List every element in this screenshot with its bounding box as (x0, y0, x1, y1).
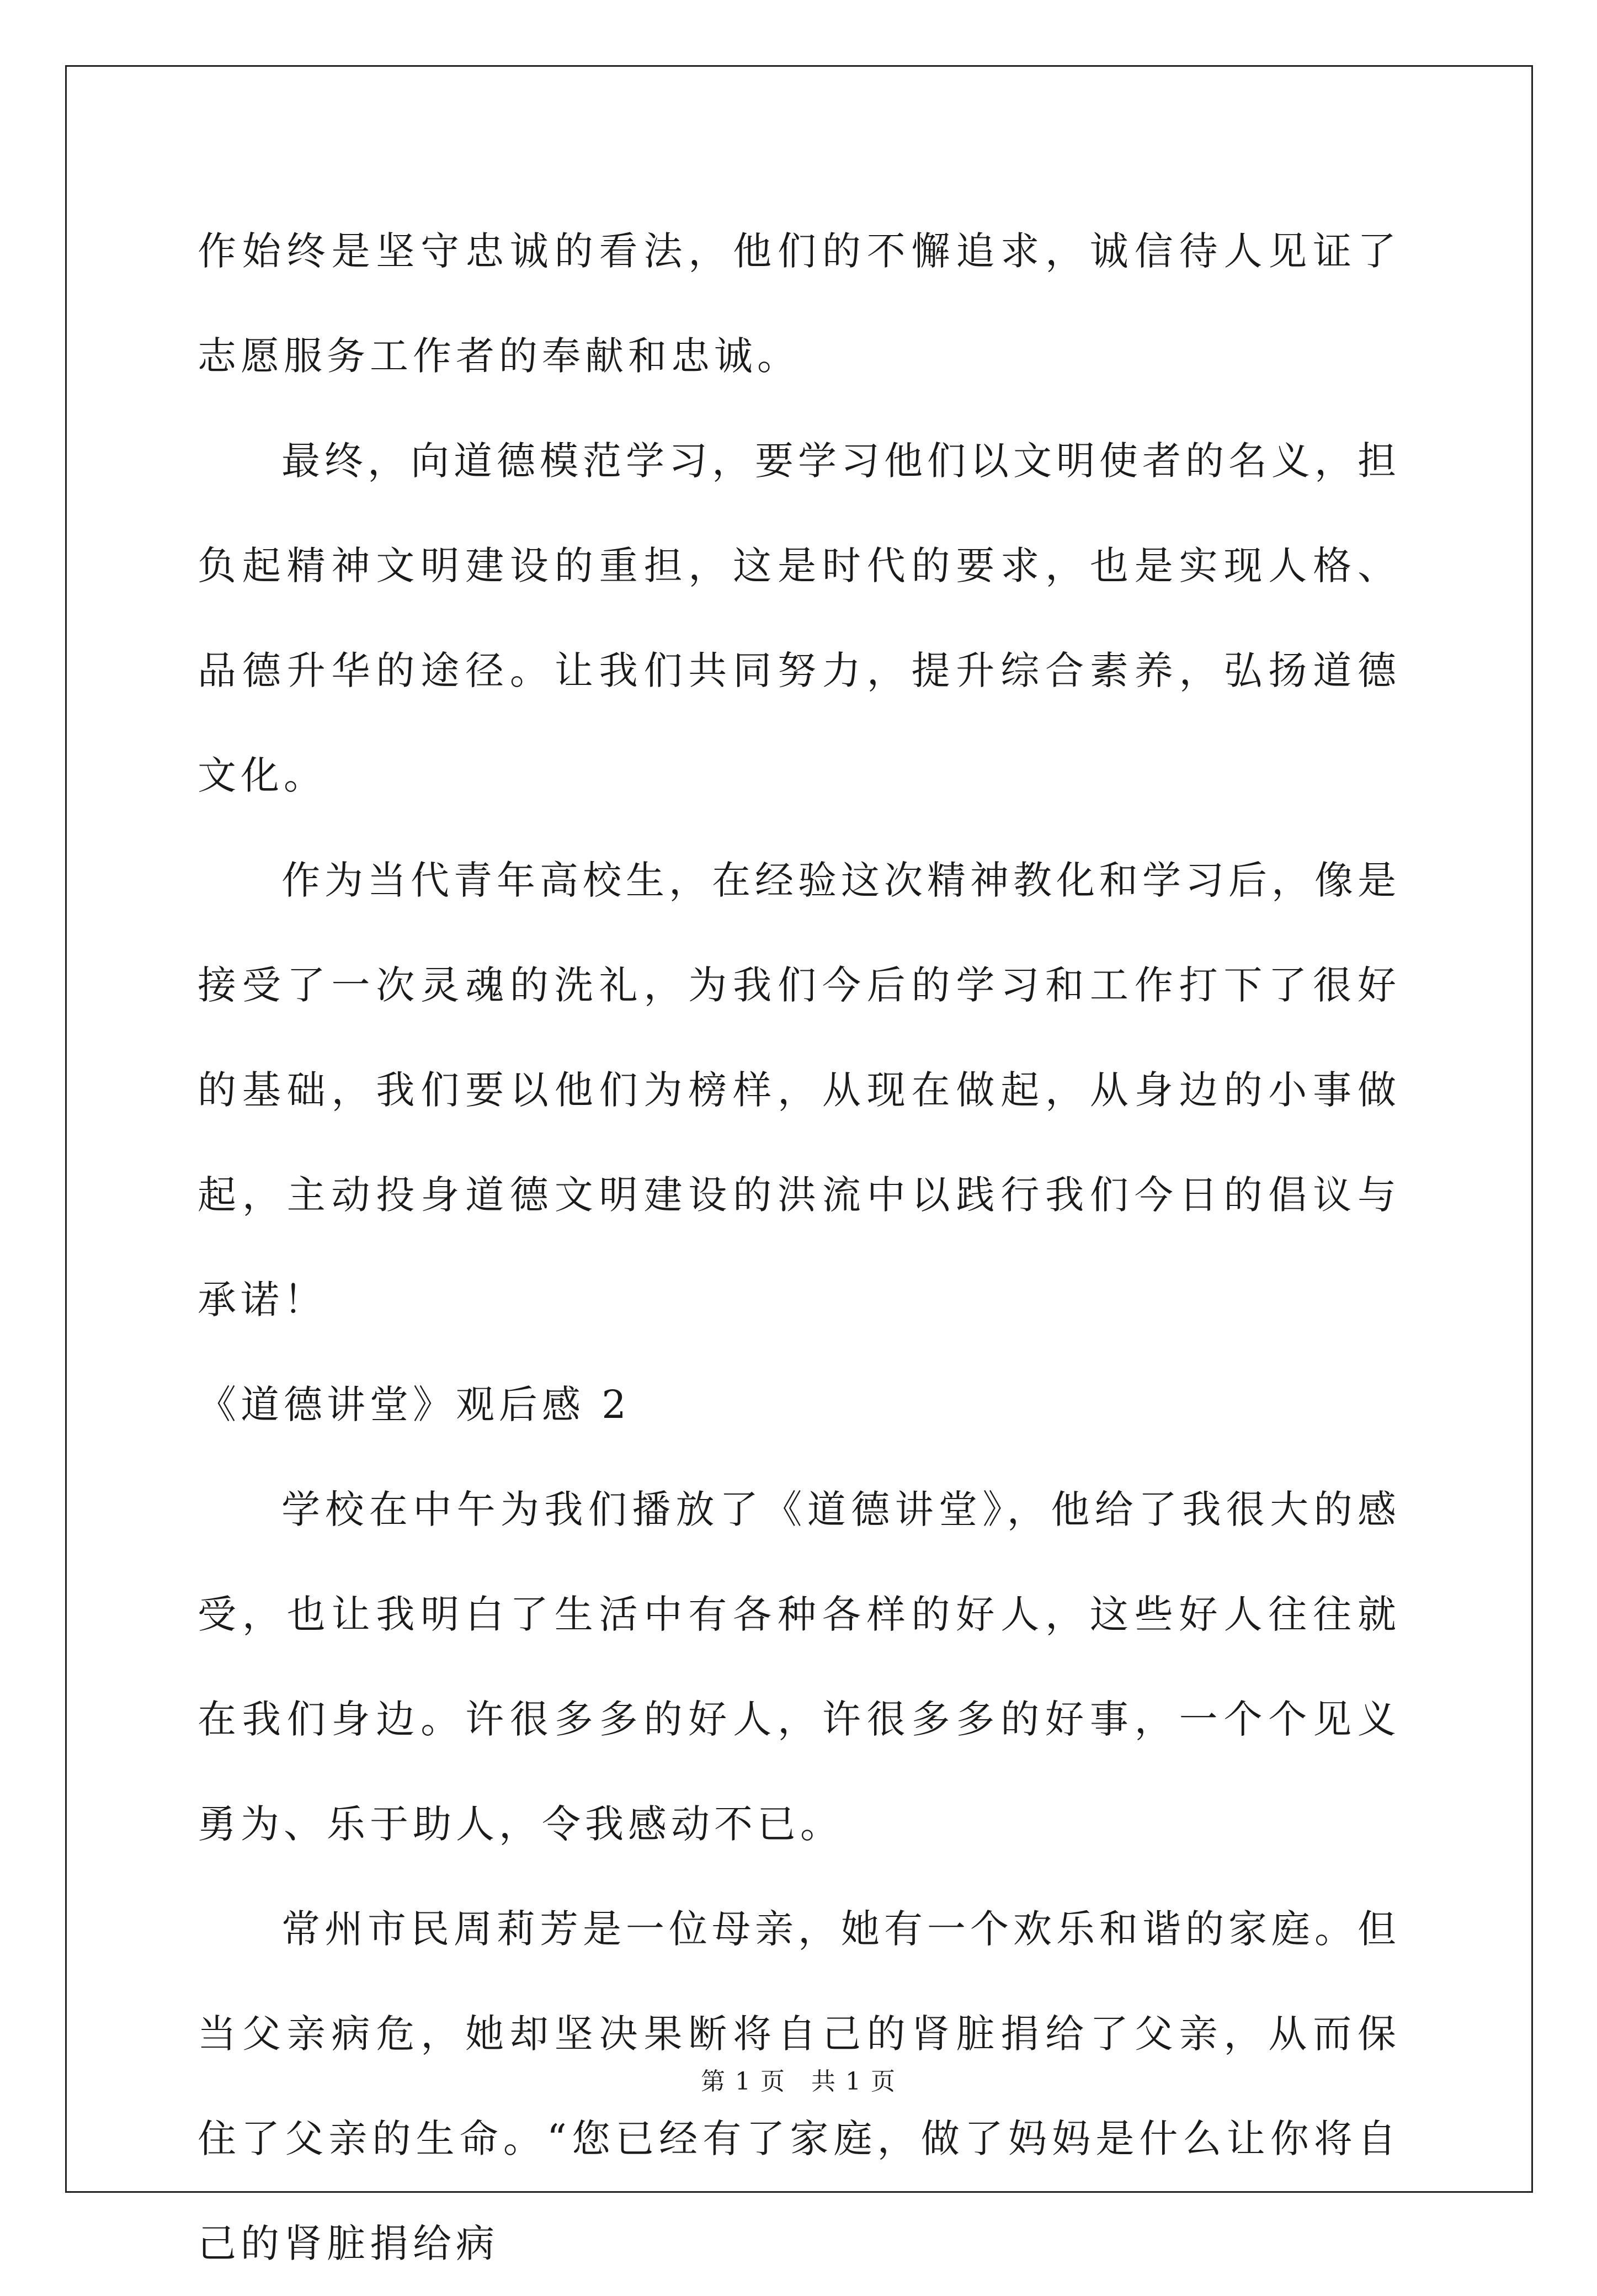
paragraph-1: 作始终是坚守忠诚的看法，他们的不懈追求，诚信待人见证了志愿服务工作者的奉献和忠诚。 (198, 228, 1401, 379)
document-body (198, 199, 1401, 2296)
page-footer: 第 1 页 共 1 页 (701, 2068, 896, 2096)
section-paragraph-1: 学校在中午为我们播放了《道德讲堂》，他给了我很大的感受，也让我明白了生活中有各种各样的好人，这些好人往往就在我们身边。许很多多的好人，许很多多的好事，一个个见义勇为、乐于助人，令我感动不已。 (198, 1487, 1401, 1847)
section-heading: 《道德讲堂》观后感 2 (198, 1382, 631, 1427)
section-paragraph-2: 常州市民周莉芳是一位母亲，她有一个欢乐和谐的家庭。但当父亲病危，她却坚决果断将自己的肾脏捐给了父亲，从而保住了父亲的生命。“您已经有了家庭，做了妈妈是什么让你将自己的肾脏捐给病 (198, 1906, 1401, 2266)
paragraph-3: 作为当代青年高校生，在经验这次精神教化和学习后，像是接受了一次灵魂的洗礼，为我们今后的学习和工作打下了很好的基础，我们要以他们为榜样，从现在做起，从身边的小事做起，主动投身道德文明建设的洪流中以践行我们今日的倡议与承诺！ (198, 858, 1401, 1322)
paragraph-2: 最终，向道德模范学习，要学习他们以文明使者的名义，担负起精神文明建设的重担，这是时代的要求，也是实现人格、品德升华的途径。让我们共同努力，提升综合素养，弘扬道德文化。 (198, 438, 1401, 798)
